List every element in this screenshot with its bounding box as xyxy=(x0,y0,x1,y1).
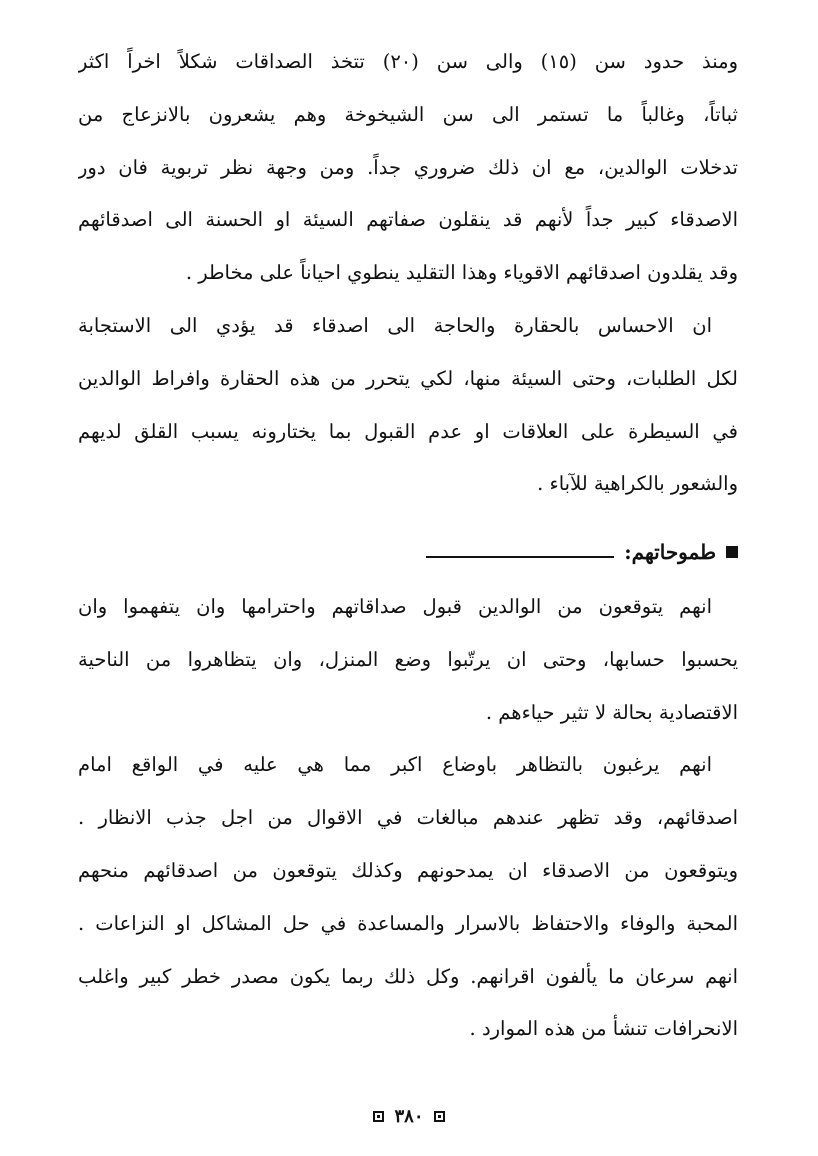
page-number: ٣٨٠ xyxy=(394,1105,424,1127)
text-line: ومنذ حدود سن (١٥) والى سن (٢٠) تتخذ الصداقات شكلاً اخراً اكثر xyxy=(78,50,738,73)
text-line: الاقتصادية بحالة لا تثير حياءهم . xyxy=(485,700,738,724)
text-line: ويتوقعون من الاصدقاء ان يمدحونهم وكذلك يتوقعون من اصدقائهم منحهم xyxy=(78,858,738,882)
text-line: انهم يرغبون بالتظاهر باوضاع اكبر مما هي عليه في الواقع امام xyxy=(78,753,712,777)
text-line: والشعور بالكراهية للآباء . xyxy=(537,472,738,496)
heading-underline xyxy=(426,556,614,558)
text-line: انهم سرعان ما يألفون اقرانهم. وكل ذلك ربما يكون مصدر خطر كبير واغلب xyxy=(78,964,738,988)
text-line: تدخلات الوالدين، مع ان ذلك ضروري جداً. ومن وجهة نظر تربوية فان دور xyxy=(78,155,738,179)
text-line: يحسبوا حسابها، وحتى ان يرتّبوا وضع المنزل، وان يتظاهروا من الناحية xyxy=(78,647,738,671)
text-line: وقد يقلدون اصدقائهم الاقوياء وهذا التقليد ينطوي احياناً على مخاطر . xyxy=(185,261,738,285)
text-line: في السيطرة على العلاقات او عدم القبول بما يختارونه يسبب القلق لديهم xyxy=(78,419,738,443)
square-bullet-icon xyxy=(726,546,738,558)
body-text-top xyxy=(78,36,738,511)
page-footer xyxy=(0,1105,818,1127)
text-line: لكل الطلبات، وحتى السيئة منها، لكي يتحرر من هذه الحقارة وافراط الوالدين xyxy=(78,366,738,390)
body-text-bottom xyxy=(78,581,738,1056)
text-line: انهم يتوقعون من الوالدين قبول صداقاتهم واحترامها وان يتفهموا وان xyxy=(78,595,712,618)
square-ornament-icon xyxy=(373,1111,384,1122)
section-heading xyxy=(78,540,738,564)
text-line: الانحرافات تنشأ من هذه الموارد . xyxy=(469,1017,738,1041)
square-ornament-icon xyxy=(434,1111,445,1122)
text-line: المحبة والوفاء والاحتفاظ بالاسرار والمساعدة في حل المشاكل او النزاعات . xyxy=(78,911,738,935)
text-line: ثباتاً، وغالباً ما تستمر الى سن الشيخوخة وهم يشعرون بالانزعاج من xyxy=(78,102,738,126)
text-line: اصدقائهم، وقد تظهر عندهم مبالغات في الاقوال من اجل جذب الانظار . xyxy=(78,806,738,830)
heading-text: طموحاتهم: xyxy=(624,540,716,564)
text-line: ان الاحساس بالحقارة والحاجة الى اصدقاء قد يؤدي الى الاستجابة xyxy=(78,313,712,337)
text-line: الاصدقاء كبير جداً لأنهم قد ينقلون صفاتهم السيئة او الحسنة الى اصدقائهم xyxy=(78,208,738,232)
